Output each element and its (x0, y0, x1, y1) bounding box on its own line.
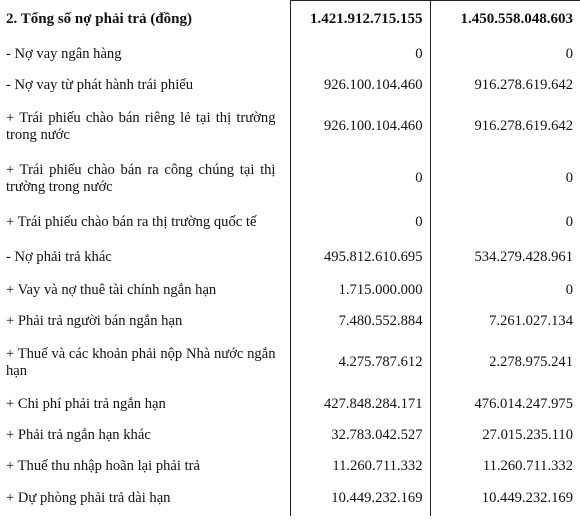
row-value-col1: 11.260.711.332 (290, 451, 430, 482)
row-value-col1: 4.275.787.612 (290, 337, 430, 389)
row-value-col2: 916.278.619.642 (430, 101, 580, 153)
row-label: + Trái phiếu chào bán ra thị trường quốc tế (6, 214, 257, 230)
row-value-col2: 11.260.711.332 (430, 451, 580, 482)
row-label: - Nợ vay ngân hàng (6, 45, 122, 62)
table-row (0, 482, 580, 516)
row-value-col2: 2.278.975.241 (430, 337, 580, 389)
row-value-col2: 0 (430, 275, 580, 306)
table-row (0, 205, 580, 241)
table-row (0, 101, 580, 153)
table-row (0, 275, 580, 306)
row-value-col1: 926.100.104.460 (290, 70, 430, 101)
row-value-col1: 0 (290, 153, 430, 205)
row-value-col2: 916.278.619.642 (430, 70, 580, 101)
table-row (0, 39, 580, 70)
table-row (0, 306, 580, 337)
table-row (0, 451, 580, 482)
row-value-col2: 27.015.235.110 (430, 420, 580, 451)
row-label: - Nợ phải trả khác (6, 249, 112, 265)
row-label: + Trái phiếu chào bán ra công chúng tại thị trường trong nước (6, 161, 276, 195)
row-value-col1: 427.848.284.171 (290, 389, 430, 420)
row-value-col1: 7.480.552.884 (290, 306, 430, 337)
row-label: + Chi phí phải trả ngắn hạn (6, 395, 166, 412)
table-row (0, 70, 580, 101)
row-value-col1: 10.449.232.169 (290, 482, 430, 516)
row-value-col1: 495.812.610.695 (290, 241, 430, 275)
row-value-col1: 0 (290, 39, 430, 70)
row-value-col2: 7.261.027.134 (430, 306, 580, 337)
row-label: + Phải trả người bán ngắn hạn (6, 312, 183, 329)
row-label: + Thuế và các khoản phải nộp Nhà nước ngắn hạn (6, 345, 276, 379)
table-row (0, 337, 580, 389)
table-row (0, 389, 580, 420)
row-value-col2: 0 (430, 205, 580, 241)
table-row (0, 241, 580, 275)
row-label: + Vay và nợ thuê tài chính ngắn hạn (6, 281, 217, 298)
row-label: - Nợ vay từ phát hành trái phiếu (6, 76, 194, 93)
section-title: 2. Tổng số nợ phải trả (đồng) (6, 11, 192, 27)
row-label: + Trái phiếu chào bán riêng lẻ tại thị trường trong nước (6, 109, 276, 143)
row-value-col2: 10.449.232.169 (430, 482, 580, 516)
row-value-col2: 476.014.247.975 (430, 389, 580, 420)
table-header-row (0, 1, 580, 39)
row-value-col1: 32.783.042.527 (290, 420, 430, 451)
header-value-col2: 1.450.558.048.603 (430, 1, 580, 39)
row-value-col2: 0 (430, 153, 580, 205)
table-row (0, 153, 580, 205)
row-value-col2: 0 (430, 39, 580, 70)
table-row (0, 420, 580, 451)
row-label: + Phải trả ngắn hạn khác (6, 426, 151, 443)
row-value-col1: 0 (290, 205, 430, 241)
row-value-col1: 926.100.104.460 (290, 101, 430, 153)
row-value-col2: 534.279.428.961 (430, 241, 580, 275)
row-value-col1: 1.715.000.000 (290, 275, 430, 306)
header-value-col1: 1.421.912.715.155 (290, 1, 430, 39)
row-label: + Dự phòng phải trả dài hạn (6, 490, 171, 506)
row-label: + Thuế thu nhập hoãn lại phải trả (6, 457, 200, 474)
